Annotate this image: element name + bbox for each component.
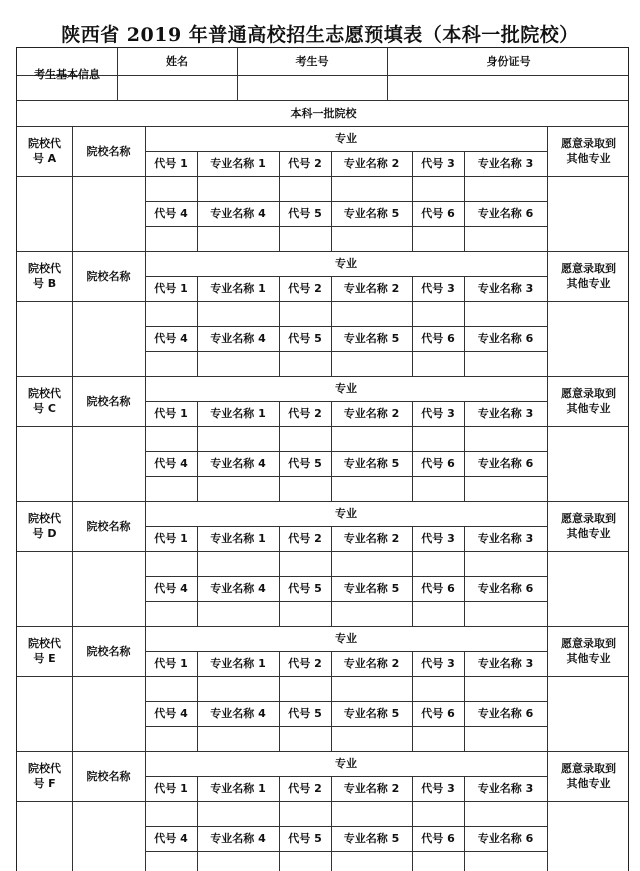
major-code-field[interactable] xyxy=(146,227,196,250)
major-label: 专业 xyxy=(335,257,357,270)
major-code-header: 代号 6 xyxy=(421,457,455,470)
major-name-field[interactable] xyxy=(198,552,278,575)
school-name-field[interactable] xyxy=(73,302,144,375)
major-code-field[interactable] xyxy=(413,427,463,450)
major-name-header: 专业名称 4 xyxy=(210,332,266,345)
major-name-header: 专业名称 5 xyxy=(343,707,400,720)
accept-other-majors-label: 愿意录取到其他专业 xyxy=(561,762,616,790)
major-code-field[interactable] xyxy=(280,552,330,575)
major-name-header: 专业名称 2 xyxy=(343,282,400,295)
major-code-field[interactable] xyxy=(280,177,330,200)
major-code-header: 代号 2 xyxy=(288,157,322,170)
major-name-field[interactable] xyxy=(332,677,411,700)
major-name-header: 专业名称 3 xyxy=(477,157,534,170)
accept-other-majors-label: 愿意录取到其他专业 xyxy=(561,637,616,665)
major-name-header: 专业名称 5 xyxy=(343,832,400,845)
major-name-field[interactable] xyxy=(332,802,411,825)
major-name-header: 专业名称 1 xyxy=(210,282,266,295)
major-code-field[interactable] xyxy=(413,727,463,750)
major-name-header: 专业名称 2 xyxy=(343,657,400,670)
major-label: 专业 xyxy=(335,132,357,145)
school-code-field[interactable] xyxy=(18,427,71,500)
major-code-header: 代号 4 xyxy=(154,207,188,220)
major-name-field[interactable] xyxy=(465,552,546,575)
major-code-header: 代号 6 xyxy=(421,707,455,720)
major-name-field[interactable] xyxy=(332,427,411,450)
major-name-header: 专业名称 3 xyxy=(477,782,534,795)
major-code-header: 代号 3 xyxy=(421,782,455,795)
major-code-header: 代号 1 xyxy=(154,407,188,420)
major-name-field[interactable] xyxy=(332,302,411,325)
school-name-label: 院校名称 xyxy=(86,769,131,783)
major-name-field[interactable] xyxy=(465,677,546,700)
major-label: 专业 xyxy=(335,757,357,770)
major-code-field[interactable] xyxy=(413,852,463,871)
major-name-field[interactable] xyxy=(332,552,411,575)
major-code-field[interactable] xyxy=(146,477,196,500)
major-name-header: 专业名称 4 xyxy=(210,707,266,720)
major-code-field[interactable] xyxy=(280,227,330,250)
major-name-header: 专业名称 6 xyxy=(477,582,534,595)
school-code-label: 院校代号 D xyxy=(28,512,61,540)
exam-number-label: 考生号 xyxy=(295,55,329,68)
major-name-header: 专业名称 1 xyxy=(210,532,266,545)
major-code-field[interactable] xyxy=(146,552,196,575)
major-code-header: 代号 1 xyxy=(154,282,188,295)
major-code-header: 代号 6 xyxy=(421,207,455,220)
major-code-header: 代号 2 xyxy=(288,532,322,545)
major-code-header: 代号 2 xyxy=(288,782,322,795)
major-name-header: 专业名称 1 xyxy=(210,782,266,795)
major-code-field[interactable] xyxy=(146,602,196,625)
major-name-field[interactable] xyxy=(198,302,278,325)
major-code-field[interactable] xyxy=(413,352,463,375)
major-label: 专业 xyxy=(335,382,357,395)
major-name-field[interactable] xyxy=(198,852,278,871)
major-name-field[interactable] xyxy=(198,602,278,625)
major-code-field[interactable] xyxy=(280,477,330,500)
major-label: 专业 xyxy=(335,632,357,645)
major-code-field[interactable] xyxy=(146,727,196,750)
major-name-field[interactable] xyxy=(465,602,546,625)
id-number-label: 身份证号 xyxy=(486,55,531,68)
major-name-header: 专业名称 3 xyxy=(477,657,534,670)
school-name-field[interactable] xyxy=(73,177,144,250)
major-name-header: 专业名称 5 xyxy=(343,332,400,345)
major-name-field[interactable] xyxy=(198,227,278,250)
major-code-field[interactable] xyxy=(413,227,463,250)
school-code-label: 院校代号 B xyxy=(28,262,61,290)
school-code-label: 院校代号 A xyxy=(28,137,61,165)
major-name-field[interactable] xyxy=(332,352,411,375)
major-name-header: 专业名称 6 xyxy=(477,207,534,220)
major-name-field[interactable] xyxy=(332,602,411,625)
major-code-header: 代号 5 xyxy=(288,332,322,345)
school-code-label: 院校代号 C xyxy=(28,387,61,415)
exam-number-field[interactable] xyxy=(238,76,386,99)
major-name-header: 专业名称 2 xyxy=(343,157,400,170)
accept-other-majors-label: 愿意录取到其他专业 xyxy=(561,262,616,290)
major-name-header: 专业名称 2 xyxy=(343,407,400,420)
major-name-header: 专业名称 3 xyxy=(477,282,534,295)
major-code-header: 代号 6 xyxy=(421,832,455,845)
major-label: 专业 xyxy=(335,507,357,520)
school-code-field[interactable] xyxy=(18,177,71,250)
major-code-header: 代号 1 xyxy=(154,532,188,545)
major-name-header: 专业名称 6 xyxy=(477,707,534,720)
volunteer-form-table xyxy=(16,47,629,871)
major-code-field[interactable] xyxy=(413,552,463,575)
major-code-header: 代号 4 xyxy=(154,832,188,845)
major-code-header: 代号 5 xyxy=(288,832,322,845)
major-code-header: 代号 1 xyxy=(154,657,188,670)
major-code-header: 代号 4 xyxy=(154,582,188,595)
major-name-header: 专业名称 3 xyxy=(477,532,534,545)
school-name-field[interactable] xyxy=(73,802,144,871)
major-name-field[interactable] xyxy=(198,477,278,500)
major-code-header: 代号 3 xyxy=(421,657,455,670)
accept-other-majors-field[interactable] xyxy=(548,302,629,375)
major-code-header: 代号 5 xyxy=(288,207,322,220)
accept-other-majors-field[interactable] xyxy=(548,552,629,625)
major-code-field[interactable] xyxy=(146,177,196,200)
form-title: 陕西省 2019 年普通高校招生志愿预填表（本科一批院校） xyxy=(61,24,579,46)
accept-other-majors-label: 愿意录取到其他专业 xyxy=(561,512,616,540)
major-name-header: 专业名称 4 xyxy=(210,457,266,470)
name-field[interactable] xyxy=(118,76,236,99)
major-name-field[interactable] xyxy=(465,227,546,250)
school-name-label: 院校名称 xyxy=(86,394,131,408)
major-name-field[interactable] xyxy=(198,352,278,375)
major-name-field[interactable] xyxy=(198,177,278,200)
school-code-label: 院校代号 F xyxy=(28,762,61,790)
school-name-label: 院校名称 xyxy=(86,144,131,158)
major-name-field[interactable] xyxy=(465,177,546,200)
major-name-field[interactable] xyxy=(465,302,546,325)
major-name-field[interactable] xyxy=(465,477,546,500)
major-name-header: 专业名称 6 xyxy=(477,457,534,470)
major-name-field[interactable] xyxy=(465,802,546,825)
major-code-header: 代号 3 xyxy=(421,407,455,420)
major-code-field[interactable] xyxy=(280,602,330,625)
major-name-field[interactable] xyxy=(332,477,411,500)
major-code-header: 代号 1 xyxy=(154,782,188,795)
major-name-header: 专业名称 5 xyxy=(343,457,400,470)
major-name-field[interactable] xyxy=(465,852,546,871)
major-code-field[interactable] xyxy=(146,677,196,700)
major-code-field[interactable] xyxy=(413,477,463,500)
batch-header: 本科一批院校 xyxy=(290,106,357,120)
major-code-header: 代号 3 xyxy=(421,157,455,170)
school-name-field[interactable] xyxy=(73,427,144,500)
major-code-header: 代号 4 xyxy=(154,457,188,470)
major-name-header: 专业名称 3 xyxy=(477,407,534,420)
school-name-label: 院校名称 xyxy=(86,519,131,533)
accept-other-majors-field[interactable] xyxy=(548,427,629,500)
accept-other-majors-label: 愿意录取到其他专业 xyxy=(561,387,616,415)
major-name-field[interactable] xyxy=(332,727,411,750)
major-name-header: 专业名称 1 xyxy=(210,157,266,170)
name-label: 姓名 xyxy=(166,55,188,68)
major-name-header: 专业名称 2 xyxy=(343,532,400,545)
major-name-header: 专业名称 5 xyxy=(343,582,400,595)
major-name-header: 专业名称 6 xyxy=(477,832,534,845)
major-code-field[interactable] xyxy=(413,602,463,625)
major-code-header: 代号 5 xyxy=(288,707,322,720)
school-code-field[interactable] xyxy=(18,677,71,750)
major-code-field[interactable] xyxy=(413,677,463,700)
id-number-field[interactable] xyxy=(388,76,629,99)
major-code-field[interactable] xyxy=(280,852,330,871)
major-name-field[interactable] xyxy=(465,427,546,450)
accept-other-majors-field[interactable] xyxy=(548,177,629,250)
major-code-header: 代号 5 xyxy=(288,457,322,470)
major-name-field[interactable] xyxy=(465,352,546,375)
major-name-header: 专业名称 5 xyxy=(343,207,400,220)
major-code-field[interactable] xyxy=(280,727,330,750)
major-code-field[interactable] xyxy=(413,177,463,200)
basic-info-label: 考生基本信息 xyxy=(34,67,100,81)
major-code-field[interactable] xyxy=(280,802,330,825)
accept-other-majors-field[interactable] xyxy=(548,802,629,871)
major-code-field[interactable] xyxy=(280,677,330,700)
major-code-field[interactable] xyxy=(413,302,463,325)
major-name-header: 专业名称 4 xyxy=(210,207,266,220)
accept-other-majors-field[interactable] xyxy=(548,677,629,750)
accept-other-majors-label: 愿意录取到其他专业 xyxy=(561,137,616,165)
major-name-header: 专业名称 2 xyxy=(343,782,400,795)
major-name-field[interactable] xyxy=(198,677,278,700)
major-code-header: 代号 4 xyxy=(154,707,188,720)
major-name-header: 专业名称 4 xyxy=(210,582,266,595)
major-name-field[interactable] xyxy=(332,852,411,871)
major-code-field[interactable] xyxy=(146,427,196,450)
major-code-header: 代号 2 xyxy=(288,282,322,295)
school-code-field[interactable] xyxy=(18,802,71,871)
major-code-field[interactable] xyxy=(280,427,330,450)
major-name-header: 专业名称 1 xyxy=(210,657,266,670)
school-code-label: 院校代号 E xyxy=(28,637,61,665)
major-name-header: 专业名称 4 xyxy=(210,832,266,845)
major-code-header: 代号 4 xyxy=(154,332,188,345)
major-name-field[interactable] xyxy=(465,727,546,750)
major-code-field[interactable] xyxy=(146,302,196,325)
major-code-field[interactable] xyxy=(280,302,330,325)
school-name-field[interactable] xyxy=(73,552,144,625)
major-code-field[interactable] xyxy=(146,852,196,871)
school-code-field[interactable] xyxy=(18,552,71,625)
major-code-header: 代号 2 xyxy=(288,657,322,670)
major-code-field[interactable] xyxy=(413,802,463,825)
major-code-header: 代号 3 xyxy=(421,532,455,545)
major-name-field[interactable] xyxy=(332,227,411,250)
major-code-header: 代号 2 xyxy=(288,407,322,420)
major-name-header: 专业名称 1 xyxy=(210,407,266,420)
major-name-field[interactable] xyxy=(198,427,278,450)
school-code-field[interactable] xyxy=(18,302,71,375)
major-code-header: 代号 3 xyxy=(421,282,455,295)
major-code-header: 代号 5 xyxy=(288,582,322,595)
major-name-field[interactable] xyxy=(198,802,278,825)
major-code-header: 代号 6 xyxy=(421,332,455,345)
major-code-header: 代号 1 xyxy=(154,157,188,170)
major-name-header: 专业名称 6 xyxy=(477,332,534,345)
major-name-field[interactable] xyxy=(332,177,411,200)
major-code-field[interactable] xyxy=(146,802,196,825)
major-name-field[interactable] xyxy=(198,727,278,750)
school-name-field[interactable] xyxy=(73,677,144,750)
major-code-field[interactable] xyxy=(280,352,330,375)
major-code-header: 代号 6 xyxy=(421,582,455,595)
major-code-field[interactable] xyxy=(146,352,196,375)
school-name-label: 院校名称 xyxy=(86,644,131,658)
school-name-label: 院校名称 xyxy=(86,269,131,283)
